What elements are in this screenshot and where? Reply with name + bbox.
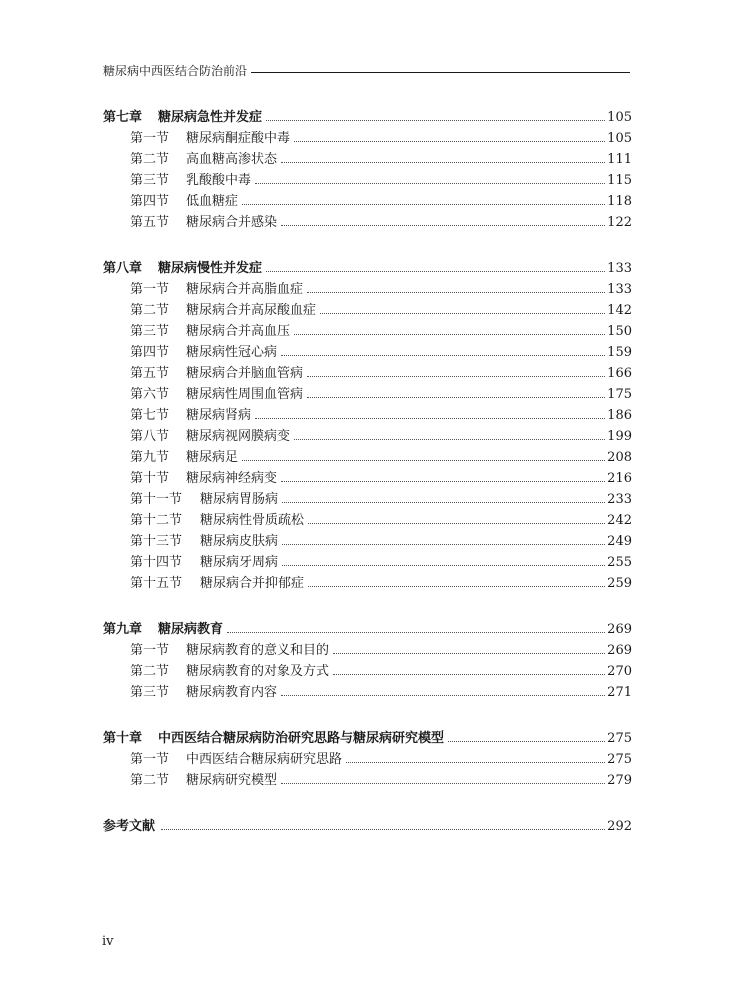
section-entry[interactable] (103, 321, 632, 342)
dot-leader (294, 439, 605, 440)
section-entry[interactable] (103, 279, 632, 300)
page-number: iv (102, 934, 114, 949)
dot-leader (333, 674, 605, 675)
section-page: 105 (607, 131, 632, 146)
section-page: 159 (607, 345, 632, 360)
section-entry[interactable] (103, 363, 632, 384)
section-title: 糖尿病足 (186, 450, 239, 465)
section-number: 第二节 (130, 664, 170, 679)
dot-leader (227, 632, 605, 633)
dot-leader (242, 204, 605, 205)
section-page: 142 (607, 303, 632, 318)
section-number: 第三节 (130, 324, 170, 339)
dot-leader (320, 313, 605, 314)
section-title: 糖尿病合并脑血管病 (186, 366, 304, 381)
chapter-number: 第七章 (103, 110, 143, 125)
dot-leader (307, 376, 605, 377)
section-page: 133 (607, 282, 632, 297)
section-page: 259 (607, 576, 632, 591)
chapter-title: 中西医结合糖尿病防治研究思路与糖尿病研究模型 (158, 731, 445, 746)
section-title: 糖尿病性冠心病 (186, 345, 278, 360)
dot-leader (294, 334, 605, 335)
chapter-page: 275 (607, 731, 632, 746)
table-of-contents (103, 107, 632, 837)
section-entry[interactable] (103, 531, 632, 552)
section-page: 255 (607, 555, 632, 570)
dot-leader (294, 141, 605, 142)
section-number: 第六节 (130, 387, 170, 402)
section-entry[interactable] (103, 749, 632, 770)
section-page: 115 (607, 173, 632, 188)
section-page: 275 (607, 752, 632, 767)
section-number: 第八节 (130, 429, 170, 444)
section-entry[interactable] (103, 447, 632, 468)
section-title: 糖尿病肾病 (186, 408, 252, 423)
section-entry[interactable] (103, 300, 632, 321)
dot-leader (346, 762, 605, 763)
section-number: 第十四节 (130, 555, 183, 570)
section-title: 糖尿病酮症酸中毒 (186, 131, 291, 146)
dot-leader (255, 183, 605, 184)
section-number: 第五节 (130, 215, 170, 230)
section-number: 第三节 (130, 173, 170, 188)
references-title: 参考文献 (103, 819, 156, 834)
section-title: 糖尿病胃肠病 (200, 492, 279, 507)
section-title: 糖尿病性骨质疏松 (200, 513, 305, 528)
section-page: 279 (607, 773, 632, 788)
section-entry[interactable] (103, 573, 632, 594)
dot-leader (161, 829, 605, 830)
dot-leader (282, 565, 605, 566)
section-entry[interactable] (103, 384, 632, 405)
section-number: 第一节 (130, 752, 170, 767)
chapter-block (103, 258, 632, 594)
dot-leader (307, 397, 605, 398)
section-entry[interactable] (103, 149, 632, 170)
section-number: 第一节 (130, 643, 170, 658)
section-entry[interactable] (103, 510, 632, 531)
header-rule (251, 72, 630, 73)
section-entry[interactable] (103, 191, 632, 212)
section-page: 118 (607, 194, 632, 209)
section-title: 糖尿病合并高尿酸血症 (186, 303, 317, 318)
section-page: 242 (607, 513, 632, 528)
chapter-block (103, 619, 632, 703)
chapter-entry[interactable] (103, 258, 632, 279)
book-title: 糖尿病中西医结合防治前沿 (103, 64, 248, 78)
section-title: 糖尿病视网膜病变 (186, 429, 291, 444)
section-number: 第十二节 (130, 513, 183, 528)
dot-leader (282, 502, 605, 503)
section-number: 第十五节 (130, 576, 183, 591)
section-number: 第四节 (130, 345, 170, 360)
chapter-title: 糖尿病急性并发症 (158, 110, 263, 125)
section-title: 乳酸酸中毒 (186, 173, 252, 188)
chapter-page: 269 (607, 622, 632, 637)
dot-leader (281, 481, 605, 482)
chapter-block (103, 728, 632, 791)
section-page: 270 (607, 664, 632, 679)
section-title: 中西医结合糖尿病研究思路 (186, 752, 343, 767)
section-entry[interactable] (103, 640, 632, 661)
section-entry[interactable] (103, 661, 632, 682)
section-entry[interactable] (103, 468, 632, 489)
section-page: 233 (607, 492, 632, 507)
dot-leader (281, 783, 605, 784)
chapter-entry[interactable] (103, 728, 632, 749)
section-title: 高血糖高渗状态 (186, 152, 278, 167)
section-title: 糖尿病研究模型 (186, 773, 278, 788)
dot-leader (281, 695, 605, 696)
section-number: 第五节 (130, 366, 170, 381)
section-number: 第三节 (130, 685, 170, 700)
section-number: 第十节 (130, 471, 170, 486)
section-page: 166 (607, 366, 632, 381)
section-entry[interactable] (103, 170, 632, 191)
section-entry[interactable] (103, 682, 632, 703)
dot-leader (448, 741, 605, 742)
chapter-page: 105 (607, 110, 632, 125)
running-header (103, 62, 630, 79)
references-page: 292 (607, 819, 632, 834)
dot-leader (266, 120, 605, 121)
section-number: 第九节 (130, 450, 170, 465)
chapter-title: 糖尿病慢性并发症 (158, 261, 263, 276)
section-title: 糖尿病合并抑郁症 (200, 576, 305, 591)
chapter-block (103, 107, 632, 233)
section-page: 249 (607, 534, 632, 549)
references-entry[interactable] (103, 816, 632, 837)
dot-leader (281, 225, 605, 226)
section-page: 111 (607, 152, 632, 167)
section-entry[interactable] (103, 489, 632, 510)
dot-leader (242, 460, 605, 461)
section-number: 第十三节 (130, 534, 183, 549)
section-title: 糖尿病合并高血压 (186, 324, 291, 339)
section-entry[interactable] (103, 426, 632, 447)
section-page: 122 (607, 215, 632, 230)
dot-leader (282, 544, 605, 545)
section-number: 第四节 (130, 194, 170, 209)
section-title: 糖尿病性周围血管病 (186, 387, 304, 402)
section-title: 糖尿病教育的意义和目的 (186, 643, 330, 658)
chapter-entry[interactable] (103, 107, 632, 128)
section-number: 第七节 (130, 408, 170, 423)
section-page: 150 (607, 324, 632, 339)
section-title: 糖尿病牙周病 (200, 555, 279, 570)
chapter-title: 糖尿病教育 (158, 622, 224, 637)
section-page: 216 (607, 471, 632, 486)
section-number: 第一节 (130, 131, 170, 146)
section-entry[interactable] (103, 342, 632, 363)
section-title: 糖尿病合并高脂血症 (186, 282, 304, 297)
section-title: 糖尿病教育内容 (186, 685, 278, 700)
section-entry[interactable] (103, 552, 632, 573)
section-page: 269 (607, 643, 632, 658)
dot-leader (308, 523, 605, 524)
dot-leader (255, 418, 605, 419)
section-page: 199 (607, 429, 632, 444)
section-number: 第一节 (130, 282, 170, 297)
section-number: 第二节 (130, 303, 170, 318)
dot-leader (281, 162, 605, 163)
chapter-number: 第十章 (103, 731, 143, 746)
chapter-number: 第八章 (103, 261, 143, 276)
section-entry[interactable] (103, 128, 632, 149)
chapter-page: 133 (607, 261, 632, 276)
section-page: 271 (607, 685, 632, 700)
dot-leader (307, 292, 605, 293)
section-number: 第十一节 (130, 492, 183, 507)
section-page: 208 (607, 450, 632, 465)
section-number: 第二节 (130, 152, 170, 167)
section-entry[interactable] (103, 212, 632, 233)
section-entry[interactable] (103, 770, 632, 791)
section-page: 175 (607, 387, 632, 402)
dot-leader (333, 653, 605, 654)
dot-leader (266, 271, 605, 272)
chapter-number: 第九章 (103, 622, 143, 637)
section-title: 糖尿病皮肤病 (200, 534, 279, 549)
dot-leader (308, 586, 605, 587)
section-title: 低血糖症 (186, 194, 239, 209)
section-page: 186 (607, 408, 632, 423)
section-title: 糖尿病教育的对象及方式 (186, 664, 330, 679)
section-title: 糖尿病神经病变 (186, 471, 278, 486)
section-number: 第二节 (130, 773, 170, 788)
section-title: 糖尿病合并感染 (186, 215, 278, 230)
section-entry[interactable] (103, 405, 632, 426)
dot-leader (281, 355, 605, 356)
chapter-entry[interactable] (103, 619, 632, 640)
